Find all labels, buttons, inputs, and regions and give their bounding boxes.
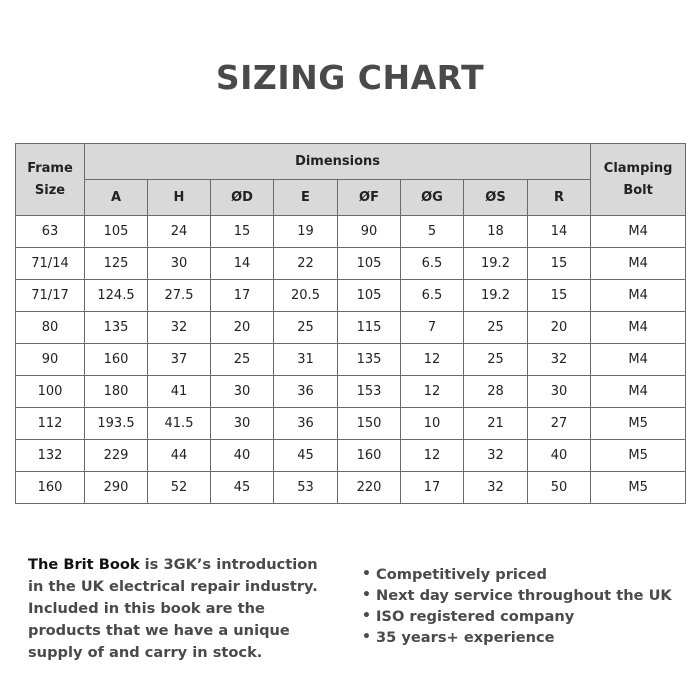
dimension-cell: 5: [401, 216, 464, 248]
dimension-cell: 150: [338, 408, 401, 440]
dimension-cell: 53: [274, 472, 338, 504]
bullet-icon: •: [362, 566, 371, 582]
dimension-cell: 30: [528, 376, 591, 408]
dimension-cell: 160: [85, 344, 148, 376]
dimension-cell: 45: [211, 472, 274, 504]
bolt-cell: M5: [591, 440, 686, 472]
table-row: [16, 216, 686, 248]
intro-body: is 3GK’s introduction in the UK electrical repair industry. Included in this book are the products that we have a unique supply of and carry in stock.: [28, 556, 318, 661]
dimension-cell: 32: [148, 312, 211, 344]
sizing-table: [15, 143, 686, 504]
dimension-cell: 18: [464, 216, 528, 248]
feature-text: Competitively priced: [376, 566, 547, 583]
dimension-cell: 229: [85, 440, 148, 472]
dimension-cell: 12: [401, 344, 464, 376]
table-row: [16, 344, 686, 376]
table-row: [16, 312, 686, 344]
feature-text: 35 years+ experience: [376, 629, 555, 646]
feature-item: [360, 564, 672, 585]
feature-item: [360, 585, 672, 606]
frame-size-cell: 71/14: [16, 248, 85, 280]
frame-size-cell: 80: [16, 312, 85, 344]
dimension-cell: 160: [338, 440, 401, 472]
dimension-cell: 17: [211, 280, 274, 312]
feature-item: [360, 606, 672, 627]
dimension-cell: 44: [148, 440, 211, 472]
column-header: H: [148, 180, 211, 216]
feature-text: ISO registered company: [376, 608, 575, 625]
dimension-cell: 37: [148, 344, 211, 376]
dimension-cell: 52: [148, 472, 211, 504]
frame-size-header: Frame Size: [16, 144, 85, 216]
dimension-cell: 290: [85, 472, 148, 504]
dimension-cell: 41: [148, 376, 211, 408]
column-header: ØG: [401, 180, 464, 216]
dimension-cell: 40: [211, 440, 274, 472]
dimension-cell: 25: [274, 312, 338, 344]
clamping-bolt-header: Clamping Bolt: [591, 144, 686, 216]
dimension-cell: 220: [338, 472, 401, 504]
bolt-cell: M4: [591, 248, 686, 280]
dimension-cell: 105: [85, 216, 148, 248]
column-header: R: [528, 180, 591, 216]
bolt-cell: M5: [591, 472, 686, 504]
dimension-cell: 12: [401, 440, 464, 472]
dimension-cell: 19: [274, 216, 338, 248]
dimension-cell: 19.2: [464, 280, 528, 312]
table-body: [16, 216, 686, 504]
column-header: ØF: [338, 180, 401, 216]
dimension-cell: 27: [528, 408, 591, 440]
dimension-cell: 25: [464, 344, 528, 376]
dimension-cell: 32: [528, 344, 591, 376]
table-row: [16, 376, 686, 408]
dimension-cell: 30: [211, 408, 274, 440]
bolt-cell: M5: [591, 408, 686, 440]
bolt-cell: M4: [591, 280, 686, 312]
dimension-cell: 193.5: [85, 408, 148, 440]
dimension-cell: 125: [85, 248, 148, 280]
frame-size-cell: 63: [16, 216, 85, 248]
dimension-cell: 180: [85, 376, 148, 408]
dimension-columns-row: [16, 180, 686, 216]
dimension-cell: 135: [85, 312, 148, 344]
frame-size-cell: 112: [16, 408, 85, 440]
frame-size-cell: 100: [16, 376, 85, 408]
bullet-icon: •: [362, 608, 371, 624]
dimension-cell: 40: [528, 440, 591, 472]
dimension-cell: 15: [211, 216, 274, 248]
dimension-cell: 12: [401, 376, 464, 408]
dimension-cell: 6.5: [401, 248, 464, 280]
feature-list: [360, 564, 672, 648]
dimension-cell: 32: [464, 440, 528, 472]
feature-item: [360, 627, 672, 648]
dimension-cell: 45: [274, 440, 338, 472]
frame-size-cell: 160: [16, 472, 85, 504]
table-row: [16, 248, 686, 280]
dimension-cell: 6.5: [401, 280, 464, 312]
bolt-cell: M4: [591, 344, 686, 376]
dimension-cell: 36: [274, 408, 338, 440]
dimension-cell: 14: [528, 216, 591, 248]
column-header: ØD: [211, 180, 274, 216]
dimension-cell: 17: [401, 472, 464, 504]
bullet-icon: •: [362, 629, 371, 645]
dimension-cell: 25: [211, 344, 274, 376]
dimension-cell: 30: [148, 248, 211, 280]
bullet-icon: •: [362, 587, 371, 603]
brand-name: The Brit Book: [28, 556, 140, 573]
dimension-cell: 22: [274, 248, 338, 280]
column-header: E: [274, 180, 338, 216]
column-header: A: [85, 180, 148, 216]
intro-text: [28, 554, 333, 664]
bolt-cell: M4: [591, 376, 686, 408]
page-title: SIZING CHART: [215, 58, 485, 97]
table-row: [16, 440, 686, 472]
table-row: [16, 280, 686, 312]
dimension-cell: 124.5: [85, 280, 148, 312]
dimension-cell: 24: [148, 216, 211, 248]
dimension-cell: 135: [338, 344, 401, 376]
dimension-cell: 90: [338, 216, 401, 248]
dimension-cell: 105: [338, 280, 401, 312]
dimension-cell: 32: [464, 472, 528, 504]
dimension-cell: 105: [338, 248, 401, 280]
bolt-cell: M4: [591, 216, 686, 248]
dimension-cell: 27.5: [148, 280, 211, 312]
dimension-cell: 15: [528, 248, 591, 280]
dimension-cell: 14: [211, 248, 274, 280]
dimension-cell: 20: [211, 312, 274, 344]
dimensions-header: Dimensions: [85, 144, 591, 180]
dimension-cell: 20: [528, 312, 591, 344]
table-row: [16, 408, 686, 440]
dimension-cell: 25: [464, 312, 528, 344]
table-row: [16, 472, 686, 504]
dimension-cell: 28: [464, 376, 528, 408]
dimension-cell: 36: [274, 376, 338, 408]
dimension-cell: 10: [401, 408, 464, 440]
feature-text: Next day service throughout the UK: [376, 587, 672, 604]
frame-size-cell: 90: [16, 344, 85, 376]
dimension-cell: 19.2: [464, 248, 528, 280]
frame-size-cell: 132: [16, 440, 85, 472]
dimension-cell: 115: [338, 312, 401, 344]
frame-size-cell: 71/17: [16, 280, 85, 312]
dimension-cell: 30: [211, 376, 274, 408]
dimension-cell: 50: [528, 472, 591, 504]
dimension-cell: 15: [528, 280, 591, 312]
column-header: ØS: [464, 180, 528, 216]
dimension-cell: 7: [401, 312, 464, 344]
dimension-cell: 21: [464, 408, 528, 440]
dimension-cell: 41.5: [148, 408, 211, 440]
bolt-cell: M4: [591, 312, 686, 344]
dimension-cell: 20.5: [274, 280, 338, 312]
dimension-cell: 31: [274, 344, 338, 376]
dimension-cell: 153: [338, 376, 401, 408]
